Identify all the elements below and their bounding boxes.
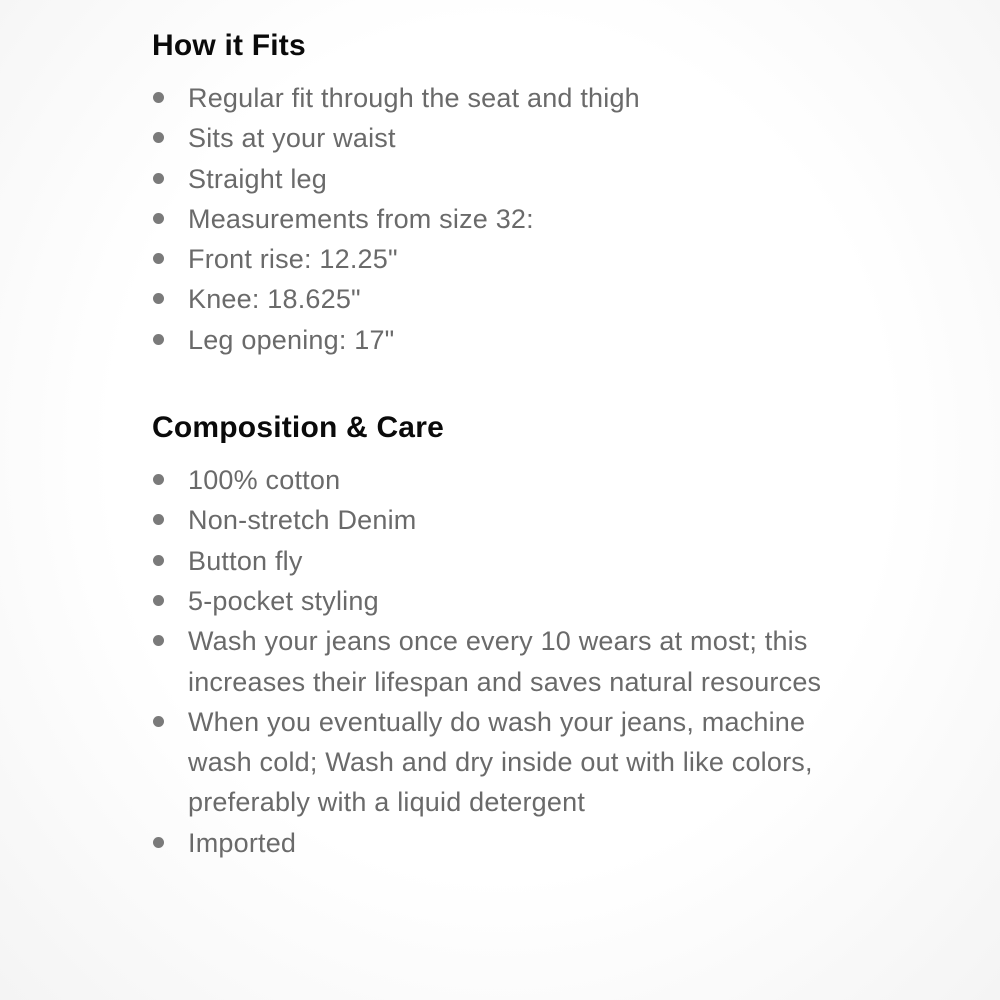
bullet-icon: [153, 253, 164, 264]
fit-item-text: Sits at your waist: [188, 123, 396, 154]
product-details-content: [152, 22, 872, 863]
fit-list-item: [152, 118, 872, 158]
bullet-icon: [153, 132, 164, 143]
care-item-text: Non-stretch Denim: [188, 505, 417, 536]
fit-list-item: [152, 279, 872, 319]
fit-item-text: Leg opening: 17": [188, 324, 395, 355]
composition-care-title: Composition & Care: [152, 411, 444, 445]
fit-list-item: [152, 239, 872, 279]
care-item-text: Wash your jeans once every 10 wears at most; this increases their lifespan and saves natural resources: [188, 626, 822, 697]
fit-list-item: [152, 78, 872, 118]
bullet-icon: [153, 555, 164, 566]
bullet-icon: [153, 514, 164, 525]
care-item-text: When you eventually do wash your jeans, machine wash cold; Wash and dry inside out with like colors, preferably with a liquid detergent: [188, 706, 813, 818]
how-it-fits-title: How it Fits: [152, 29, 306, 62]
bullet-icon: [153, 635, 164, 646]
bullet-icon: [153, 213, 164, 224]
bullet-icon: [153, 92, 164, 103]
bullet-icon: [153, 293, 164, 304]
bullet-icon: [153, 474, 164, 485]
care-list-item: [152, 541, 872, 581]
fit-item-text: Measurements from size 32:: [188, 203, 534, 234]
composition-care-section: [152, 404, 872, 863]
care-list: [152, 460, 872, 863]
fit-item-text: Straight leg: [188, 163, 327, 194]
fit-item-text: Regular fit through the seat and thigh: [188, 83, 640, 113]
how-it-fits-section: [152, 22, 872, 360]
fit-list: [152, 78, 872, 360]
fit-item-text: Knee: 18.625": [188, 284, 361, 315]
bullet-icon: [153, 595, 164, 606]
bullet-icon: [153, 334, 164, 345]
care-list-item: [152, 581, 872, 621]
care-item-text: Button fly: [188, 545, 303, 576]
care-item-text: 100% cotton: [188, 465, 341, 496]
care-item-text: Imported: [188, 827, 297, 858]
care-item-text: 5-pocket styling: [188, 585, 379, 616]
fit-list-item: [152, 320, 872, 360]
care-list-item: [152, 823, 872, 863]
bullet-icon: [153, 173, 164, 184]
fit-item-text: Front rise: 12.25": [188, 244, 398, 275]
care-list-item: [152, 621, 872, 702]
bullet-icon: [153, 837, 164, 848]
fit-list-item: [152, 199, 872, 239]
fit-list-item: [152, 159, 872, 199]
bullet-icon: [153, 716, 164, 727]
care-list-item: [152, 500, 872, 540]
care-list-item: [152, 460, 872, 500]
care-list-item: [152, 702, 872, 823]
